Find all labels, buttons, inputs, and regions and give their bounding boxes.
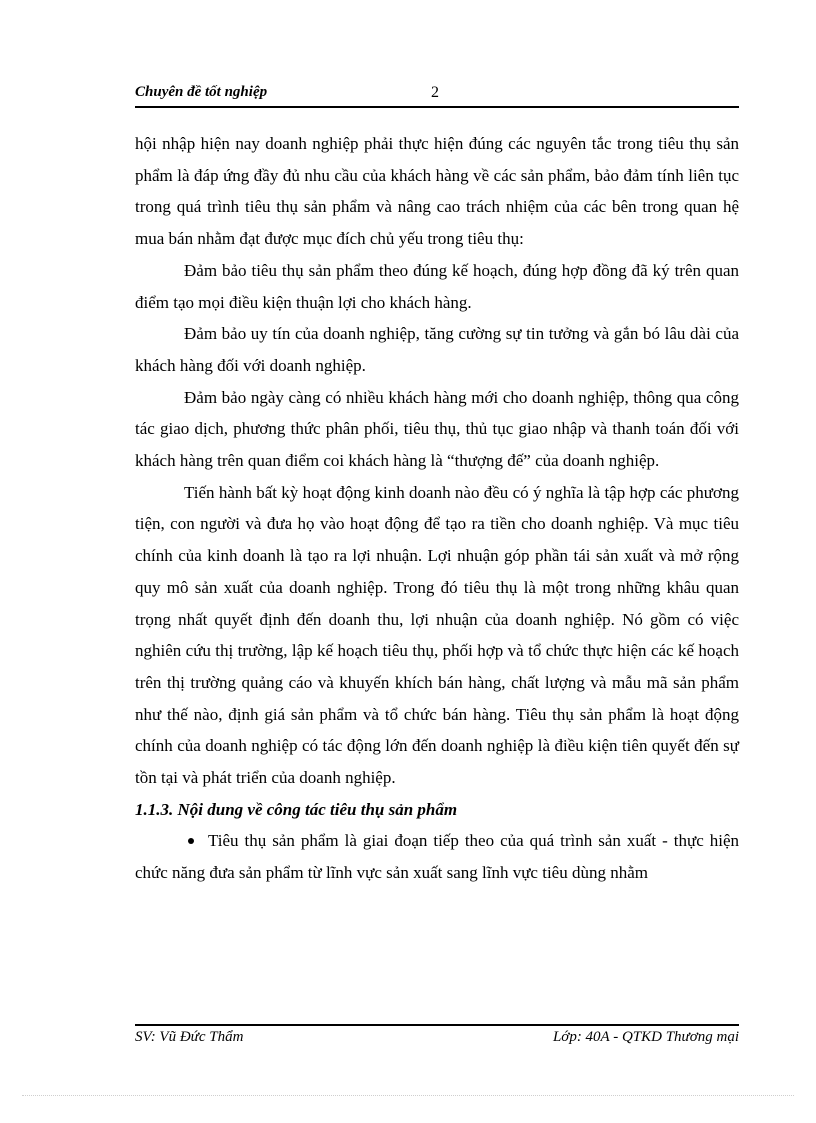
document-title: Chuyên đề tốt nghiệp <box>135 84 268 100</box>
page-header <box>135 80 739 108</box>
paragraph: Đảm bảo tiêu thụ sản phẩm theo đúng kế hoạch, đúng hợp đồng đã ký trên quan điểm tạo mọi điều kiện thuận lợi cho khách hàng. <box>135 260 739 312</box>
bullet-item <box>135 825 739 888</box>
page-number: 2 <box>431 84 439 101</box>
bullet-icon <box>188 838 194 844</box>
paragraph: Tiến hành bất kỳ hoạt động kinh doanh nào đều có ý nghĩa là tập hợp các phương tiện, con người và đưa họ vào hoạt động để tạo ra tiền cho doanh nghiệp. Và mục tiêu chính của kinh doanh là tạo ra lợi nhuận. Lợi nhuận góp phần tái sản xuất và mở rộng quy mô sản xuất của doanh nghiệp. Trong đó tiêu thụ là một trong những khâu quan trọng nhất quyết định đến doanh thu, lợi nhuận của doanh nghiệp. Nó gồm có việc nghiên cứu thị trường, lập kế hoạch tiêu thụ, phối hợp và tổ chức thực hiện các kế hoạch trên thị trường quảng cáo và khuyến khích bán hàng, chất lượng và mẫu mã sản phẩm như thế nào, định giá sản phẩm và tổ chức bán hàng. Tiêu thụ sản phẩm là hoạt động chính của doanh nghiệp có tác động lớn đến doanh nghiệp là điều kiện tiên quyết đến sự tồn tại và phát triển của doanh nghiệp. <box>135 482 739 788</box>
paragraph: Đảm bảo ngày càng có nhiều khách hàng mới cho doanh nghiệp, thông qua công tác giao dịch, phương thức phân phối, tiêu thụ, thủ tục giao nhập và thanh toán đối với khách hàng trên quan điểm coi khách hàng là “thượng đế” của doanh nghiệp. <box>135 387 739 471</box>
page-footer <box>135 1024 739 1052</box>
section-heading: 1.1.3. Nội dung về công tác tiêu thụ sản phẩm <box>135 799 458 819</box>
bullet-text: Tiêu thụ sản phẩm là giai đoạn tiếp theo của quá trình sản xuất - thực hiện chức năng đưa sản phẩm từ lĩnh vực sản xuất sang lĩnh vực tiêu dùng nhằm <box>135 831 739 883</box>
paragraph: Đảm bảo uy tín của doanh nghiệp, tăng cường sự tin tưởng và gắn bó lâu dài của khách hàng đối với doanh nghiệp. <box>135 324 739 375</box>
document-body <box>135 128 739 889</box>
class-label: Lớp: 40A - QTKD Thương mại <box>552 1029 739 1045</box>
paragraph-continued: hội nhập hiện nay doanh nghiệp phải thực hiện đúng các nguyên tắc trong tiêu thụ sản phẩm là đáp ứng đầy đủ nhu cầu của khách hàng về các sản phẩm, bảo đảm tính liên tục trong quá trình tiêu thụ sản phẩm và nâng cao trách nhiệm của các bên trong quan hệ mua bán nhằm đạt được mục đích chủ yếu trong tiêu thụ: <box>135 134 739 249</box>
student-name: SV: Vũ Đức Thẩm <box>135 1029 244 1045</box>
page-boundary-divider <box>22 1095 794 1096</box>
